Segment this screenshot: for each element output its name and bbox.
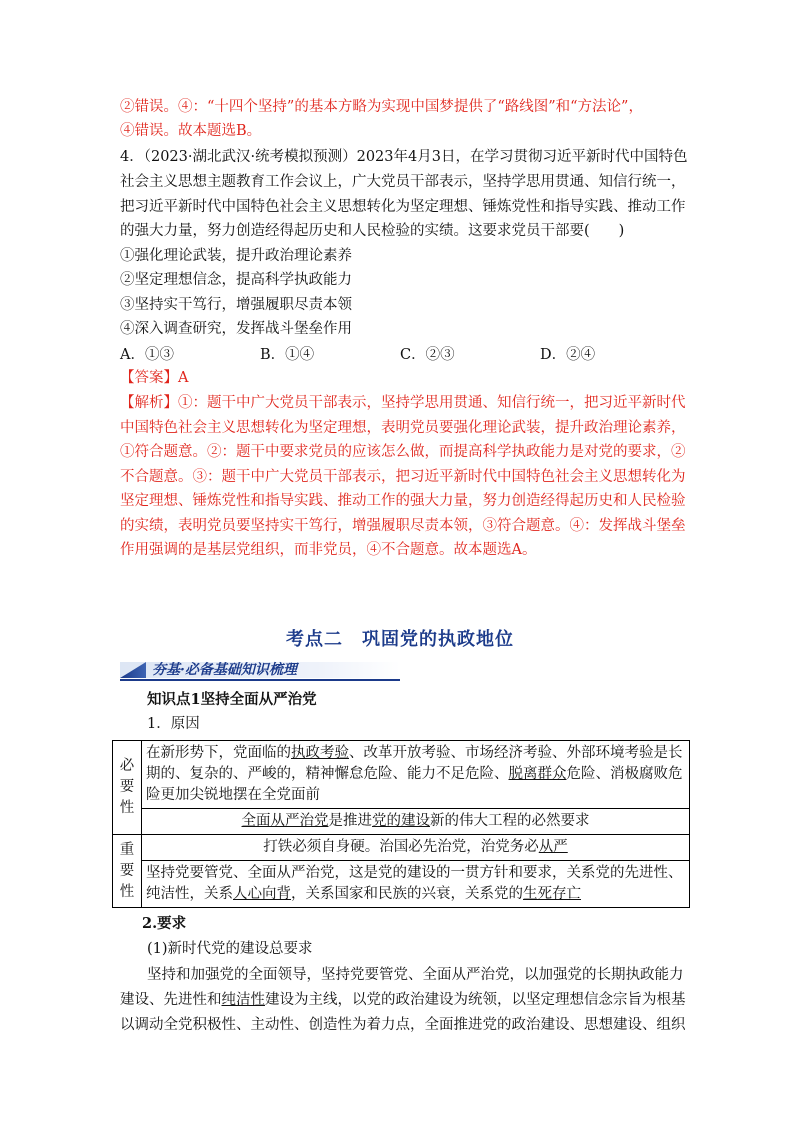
statement-2: ②坚定理想信念，提高科学执政能力 (120, 272, 352, 288)
necessity-header: 必要性 (113, 741, 142, 835)
requirement-paragraph-line (120, 989, 690, 1011)
underlined-term: 执政考验 (291, 745, 349, 761)
underlined-term: 从严 (538, 839, 568, 855)
requirement-paragraph-line: 以调动全党积极性、主动性、创造性为着力点，全面推进党的政治建设、思想建设、组织 (120, 1017, 686, 1033)
statement-1: ①强化理论武装，提升政治理论素养 (120, 248, 352, 264)
table-cell (142, 741, 690, 809)
statement-4: ④深入调查研究，发挥战斗堡垒作用 (120, 321, 352, 337)
answer-line: 【答案】A (120, 370, 189, 386)
importance-header: 重要性 (113, 835, 142, 908)
table-row (113, 835, 690, 861)
analysis-line: 坚定理想、锤炼党性和指导实践、推动工作的强大力量，努力创造经得起历史和人民检验 (120, 493, 686, 509)
requirement-heading: (1)新时代党的建设总要求 (147, 941, 313, 957)
cell-text: 坚持党要管党、全面从严治党，这是党的建设的一贯方针和要求，关系党的先进性、纯洁性，关系 (146, 865, 683, 902)
option-b: B．①④ (260, 347, 315, 363)
section-title: 考点二 巩固党的执政地位 (286, 629, 514, 650)
underlined-term: 党的建设 (372, 813, 430, 829)
subheading-requirements: 2.要求 (142, 915, 187, 932)
underlined-term: 生死存亡 (523, 886, 581, 902)
table-cell (142, 835, 690, 861)
question-stem-line-1: 4．（2023·湖北武汉·统考模拟预测）2023年4月3日，在学习贯彻习近平新时代中国特色 (120, 149, 688, 165)
cell-text: 在新形势下，党面临的 (146, 745, 291, 761)
cell-text: 新的伟大工程的必然要求 (430, 813, 590, 829)
table-row (113, 809, 690, 835)
table-cell (142, 861, 690, 908)
section-banner (120, 660, 400, 680)
paragraph-text: 建设、先进性和 (120, 992, 222, 1008)
analysis-line: 【解析】①：题干中广大党员干部表示，坚持学思用贯通、知信行统一，把习近平新时代 (120, 395, 686, 411)
answer-options (120, 343, 690, 363)
cell-text: ，关系国家和民族的兴衰，关系党的 (291, 886, 523, 902)
analysis-line: 作用强调的是基层党组织，而非党员，④不合题意。故本题选A。 (120, 542, 537, 558)
underlined-term: 人心向背 (233, 886, 291, 902)
knowledge-point-title: 知识点1坚持全面从严治党 (147, 691, 317, 708)
subheading-reasons: 1．原因 (147, 716, 200, 732)
table-row (113, 741, 690, 809)
analysis-line: 中国特色社会主义思想转化为坚定理想，表明党员要强化理论武装，提升政治理论素养， (120, 420, 686, 436)
banner-label: 夯基·必备基础知识梳理 (152, 662, 297, 678)
option-a: A．①③ (120, 347, 174, 363)
option-d: D．②④ (540, 347, 596, 363)
question-stem-line-2: 社会主义思想主题教育工作会议上，广大党员干部表示，坚持学思用贯通、知信行统一， (120, 174, 686, 190)
banner-underline (120, 679, 400, 681)
analysis-line: ①符合题意。②：题干中要求党员的应该怎么做，而提高科学执政能力是对党的要求，② (120, 444, 686, 460)
question-stem-line-3: 把习近平新时代中国特色社会主义思想转化为坚定理想、锤炼党性和指导实践、推动工作 (120, 199, 686, 215)
underlined-term: 全面从严治党 (241, 813, 329, 829)
paragraph-text: 建设为主线，以党的政治建设为统领，以坚定理想信念宗旨为根基 (265, 992, 686, 1008)
cell-text: 、改革开放考验、市场经济考验、外部环境考验是长期的、复杂的、严峻的，精神懈怠危险、能力不足危险、 (146, 745, 683, 782)
cell-text: 打铁必须自身硬。治国必先治党，治党务必 (263, 839, 539, 855)
underlined-term: 纯洁性 (221, 992, 265, 1008)
underlined-term: 脱离群众 (508, 766, 567, 782)
table-cell (142, 809, 690, 835)
statement-3: ③坚持实干笃行，增强履职尽责本领 (120, 297, 352, 313)
cell-text: 是推进 (328, 813, 372, 829)
cell-text: 危险、消极腐败危险更加尖锐地摆在全党面前 (146, 766, 683, 803)
requirement-paragraph-line: 坚持和加强党的全面领导，坚持党要管党、全面从严治党，以加强党的长期执政能力 (147, 967, 684, 983)
analysis-line: 的实绩，表明党员要坚持实干笃行，增强履职尽责本领，③符合题意。④：发挥战斗堡垒 (120, 518, 686, 534)
analysis-line: 不合题意。③：题干中广大党员干部表示，把习近平新时代中国特色社会主义思想转化为 (120, 469, 686, 485)
question-stem-line-4: 的强大力量，努力创造经得起历史和人民检验的实绩。这要求党员干部要( ) (120, 223, 625, 239)
analysis-continuation-line-2: ④错误。故本题选B。 (120, 123, 262, 139)
option-c: C．②③ (400, 347, 455, 363)
reasons-table (112, 740, 690, 908)
table-row (113, 861, 690, 908)
analysis-continuation-line-1: ②错误。④：“十四个坚持”的基本方略为实现中国梦提供了“路线图”和“方法论”， (120, 99, 643, 115)
